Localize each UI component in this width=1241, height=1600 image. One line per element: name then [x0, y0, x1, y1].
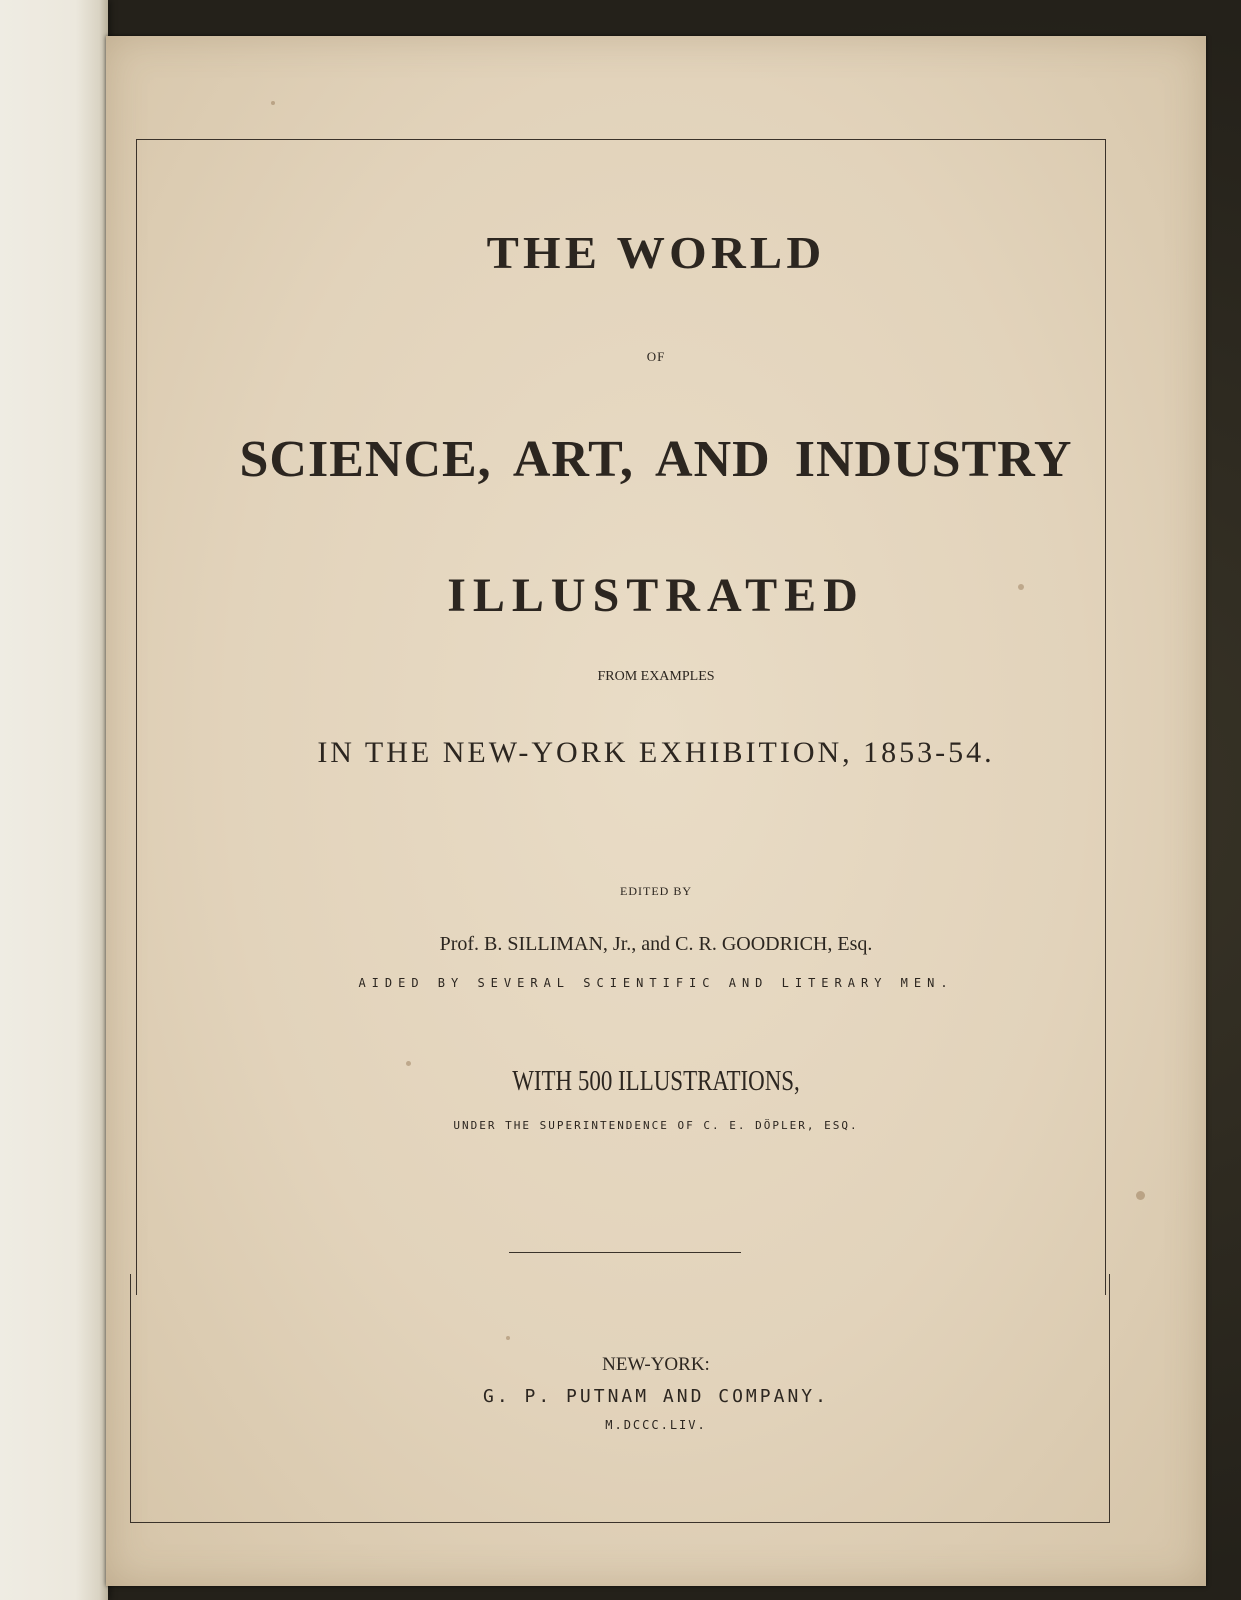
- imprint-publisher: G. P. PUTNAM AND COMPANY.: [483, 1386, 829, 1407]
- from-examples: FROM EXAMPLES: [597, 669, 715, 684]
- imprint-city: NEW-YORK:: [602, 1354, 710, 1375]
- title-illustrated: ILLUSTRATED: [447, 569, 865, 622]
- superintendence-line: UNDER THE SUPERINTENDENCE OF C. E. DÖPLER, ESQ.: [453, 1119, 859, 1132]
- title-page: [106, 36, 1206, 1586]
- illustrations-line: WITH 500 ILLUSTRATIONS,: [512, 1066, 800, 1097]
- foxing-spot: [271, 101, 275, 105]
- exhibition-line: IN THE NEW-YORK EXHIBITION, 1853-54.: [317, 736, 995, 769]
- title-line: THE WORLD: [486, 227, 826, 278]
- foxing-spot: [506, 1336, 510, 1340]
- aided-line: AIDED BY SEVERAL SCIENTIFIC AND LITERARY MEN.: [358, 976, 954, 990]
- title-subject: SCIENCE, ART, AND INDUSTRY: [239, 431, 1073, 488]
- foxing-spot: [1136, 1191, 1145, 1200]
- title-of: OF: [646, 349, 666, 364]
- foxing-spot: [1018, 584, 1024, 590]
- editors-line: Prof. B. SILLIMAN, Jr., and C. R. GOODRICH, Esq.: [439, 933, 873, 955]
- foxing-spot: [406, 1061, 411, 1066]
- divider-rule: [509, 1252, 741, 1253]
- imprint-year: M.DCCC.LIV.: [605, 1418, 707, 1432]
- edited-by: EDITED BY: [620, 884, 692, 898]
